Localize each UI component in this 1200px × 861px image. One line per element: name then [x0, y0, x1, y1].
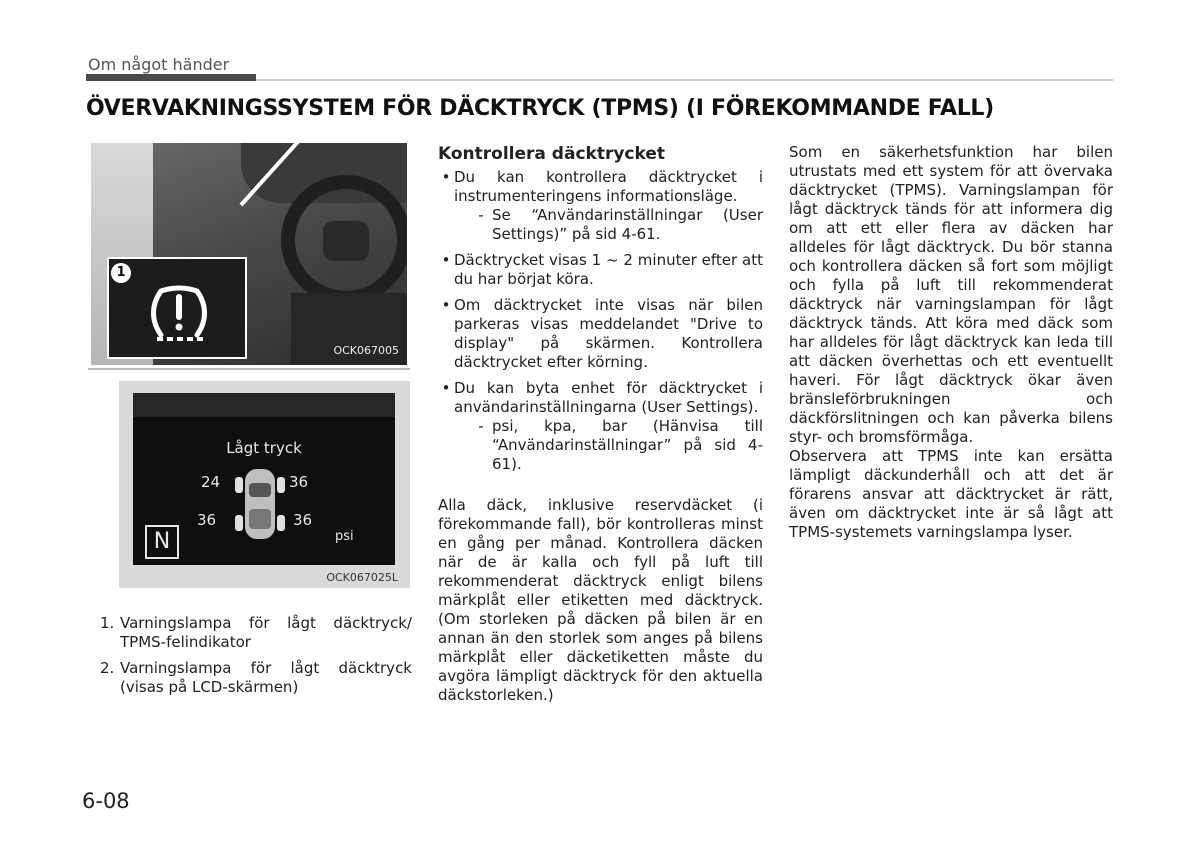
bullet-dot: • — [441, 168, 451, 186]
header-rule-thick — [86, 74, 256, 81]
car-top-view-icon — [231, 465, 289, 543]
tire-pressure-rear-left: 36 — [197, 511, 217, 529]
bullet-dot: • — [441, 379, 451, 397]
figure-code: OCK067005 — [333, 344, 399, 357]
gear-indicator: N — [145, 525, 179, 559]
dash-marker: - — [478, 417, 484, 435]
bullet-item — [438, 296, 763, 372]
steering-hub — [323, 221, 369, 261]
dash-marker: - — [478, 206, 484, 224]
figure-divider — [88, 368, 410, 370]
lcd-screen — [133, 393, 395, 565]
bullet-text: Du kan byta enhet för däcktrycket i användarinställningarna (User Settings). — [454, 379, 763, 416]
caption-item — [100, 614, 412, 652]
bullet-dot: • — [441, 296, 451, 314]
figure-captions — [100, 614, 412, 704]
page-title: ÖVERVAKNINGSSYSTEM FÖR DÄCKTRYCK (TPMS) (I FÖREKOMMANDE FALL) — [86, 96, 994, 121]
callout-number-badge: 1 — [111, 263, 131, 283]
bullet-item — [438, 379, 763, 474]
middle-column — [438, 145, 763, 705]
pressure-unit: psi — [335, 529, 354, 544]
section-label: Om något händer — [88, 55, 230, 74]
bullet-item — [438, 168, 763, 244]
bullet-item — [438, 251, 763, 289]
figure-code: OCK067025L — [326, 571, 398, 584]
lcd-title: Lågt tryck — [226, 439, 302, 457]
bullet-text: Däcktrycket visas 1 ~ 2 minuter efter att du har börjat köra. — [454, 251, 763, 288]
bullet-text: Du kan kontrollera däcktrycket i instrumenteringens informationsläge. — [454, 168, 763, 205]
tire-pressure-rear-right: 36 — [293, 511, 313, 529]
sub-item — [470, 206, 763, 244]
caption-text: Varningslampa för lågt däcktryck (visas på LCD-skärmen) — [120, 659, 412, 696]
bullet-dot: • — [441, 251, 451, 269]
section-heading: Kontrollera däcktrycket — [438, 144, 666, 164]
dashboard-figure — [91, 143, 407, 365]
sub-item — [470, 417, 763, 474]
tire-pressure-front-left: 24 — [201, 473, 221, 491]
lcd-figure — [119, 381, 410, 588]
right-column — [789, 143, 1113, 542]
sub-item-text: Se “Användarinställningar (User Settings)” på sid 4-61. — [492, 206, 763, 243]
header-rule-thin — [256, 79, 1113, 81]
caption-item — [100, 659, 412, 697]
sub-item-text: psi, kpa, bar (Hänvisa till “Användarinställningar” på sid 4-61). — [492, 417, 763, 473]
caption-text: Varningslampa för lågt däcktryck/ TPMS-felindikator — [120, 614, 412, 651]
caption-number: 2. — [100, 659, 115, 677]
page-number: 6-08 — [82, 789, 130, 813]
tpms-indicator-callout — [107, 257, 247, 359]
tpms-warning-icon — [147, 281, 211, 345]
tire-pressure-front-right: 36 — [289, 473, 309, 491]
body-paragraph: Alla däck, inklusive reservdäcket (i förekommande fall), bör kontrolleras minst en gång per månad. Kontrollera däcken när de är kalla och fyll på luft till rekommenderat däcktryck enligt bilens märkplåt eller etiketten med däcktryck. (Om storleken på däcken på bilen är en annan än den storlek som anges på bilens märkplåt eller däcketiketten måste du avgöra lämpligt däcktryck för den aktuella däckstorleken.) — [438, 496, 763, 704]
body-paragraph: Observera att TPMS inte kan ersätta lämpligt däckunderhåll och att det är förarens ansvar att däcktrycket är rätt, även om däcktrycket inte är så lågt att TPMS-systemets varningslampa lyser. — [789, 447, 1113, 541]
body-paragraph: Som en säkerhetsfunktion har bilen utrustats med ett system för att övervaka däcktrycket (TPMS). Varningslampan för lågt däcktryck tänds för att informera dig om att ett eller flera av däcken har alldeles för lågt däcktryck. Du bör stanna och kontrollera däcken så fort som möjligt och fylla på luft till rekommenderat däcktryck när varningslampan för lågt däcktryck tänds. Att köra med däck som har alldeles för lågt däcktryck kan leda till att däcken överhettas och ett eventuellt haveri. För lågt däcktryck ökar även bränsleförbrukningen och däckförslitningen och kan påverka bilens styr- och bromsförmåga. — [789, 143, 1113, 446]
caption-number: 1. — [100, 614, 115, 632]
bullet-text: Om däcktrycket inte visas när bilen parkeras visas meddelandet "Drive to display" på skärmen. Kontrollera däcktrycket efter körning. — [454, 296, 763, 371]
